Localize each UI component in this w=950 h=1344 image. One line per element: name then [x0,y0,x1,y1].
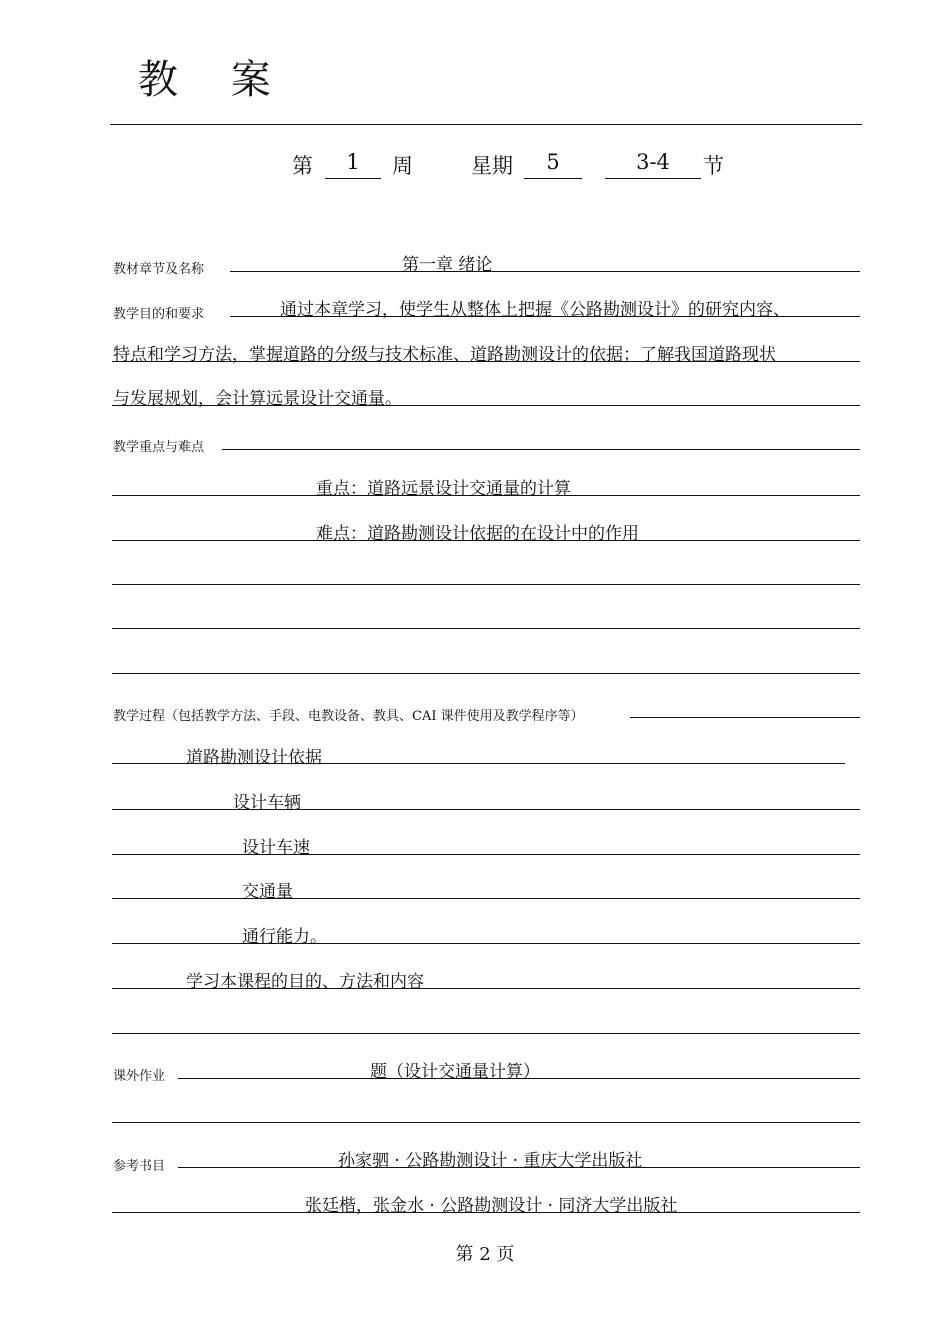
key-point-line: 重点：道路远景设计交通量的计算 [316,479,571,499]
week-underline [325,178,381,179]
period-suffix: 节 [703,154,724,178]
process-line: 通行能力。 [242,927,327,947]
process-line: 设计车速 [242,838,310,858]
chapter-value: 第一章 绪论 [402,255,493,275]
objectives-line: 与发展规划，会计算远景设计交通量。 [113,389,402,409]
key-points-underline [222,449,860,450]
reference-line: 孙家驷 · 公路勘测设计 · 重庆大学出版社 [338,1151,643,1171]
period-value: 3-4 [636,150,670,174]
blank-underline [112,628,860,629]
process-line: 交通量 [242,882,293,902]
homework-label: 课外作业 [113,1069,166,1084]
weekday-label: 星期 [471,154,513,178]
key-point-line: 难点：道路勘测设计依据的在设计中的作用 [316,524,639,544]
objectives-line: 通过本章学习，使学生从整体上把握《公路勘测设计》的研究内容、 [280,300,790,320]
process-underline [630,717,860,718]
homework-value: 题（设计交通量计算） [370,1062,540,1082]
objectives-underline [112,361,860,362]
blank-underline [112,1033,860,1034]
page-number: 第 2 页 [455,1244,515,1265]
page-title: 教 案 [138,57,291,103]
key-points-underline [112,540,860,541]
objectives-label: 教学目的和要求 [113,307,205,322]
weekday-underline [524,178,582,179]
period-underline [605,178,701,179]
weekday-value: 5 [546,150,560,174]
process-underline [112,854,860,855]
week-suffix: 周 [392,154,413,178]
week-prefix: 第 [292,154,313,178]
week-value: 1 [346,150,360,174]
process-underline [112,943,860,944]
objectives-line: 特点和学习方法，掌握道路的分级与技术标准、道路勘测设计的依据；了解我国道路现状 [113,345,776,365]
chapter-label: 教材章节及名称 [113,262,205,277]
process-line: 道路勘测设计依据 [186,748,322,768]
references-underline [178,1167,860,1168]
title-divider [110,124,862,125]
process-underline [112,809,860,810]
objectives-underline [112,405,860,406]
process-underline [112,988,860,989]
process-underline [112,763,845,764]
process-line: 设计车辆 [233,793,301,813]
blank-underline [112,584,860,585]
references-underline [112,1212,860,1213]
homework-underline [178,1078,860,1079]
blank-underline [112,673,860,674]
reference-line: 张廷楷，张金水 · 公路勘测设计 · 同济大学出版社 [305,1196,678,1216]
key-points-underline [112,495,860,496]
process-label: 教学过程（包括教学方法、手段、电教设备、教具、CAI 课件使用及教学程序等） [113,709,584,724]
references-label: 参考书目 [113,1159,166,1174]
process-underline [112,898,860,899]
chapter-underline [230,271,860,272]
key-points-label: 教学重点与难点 [113,440,205,455]
objectives-underline [230,316,860,317]
process-line: 学习本课程的目的、方法和内容 [186,972,424,992]
blank-underline [112,1122,860,1123]
